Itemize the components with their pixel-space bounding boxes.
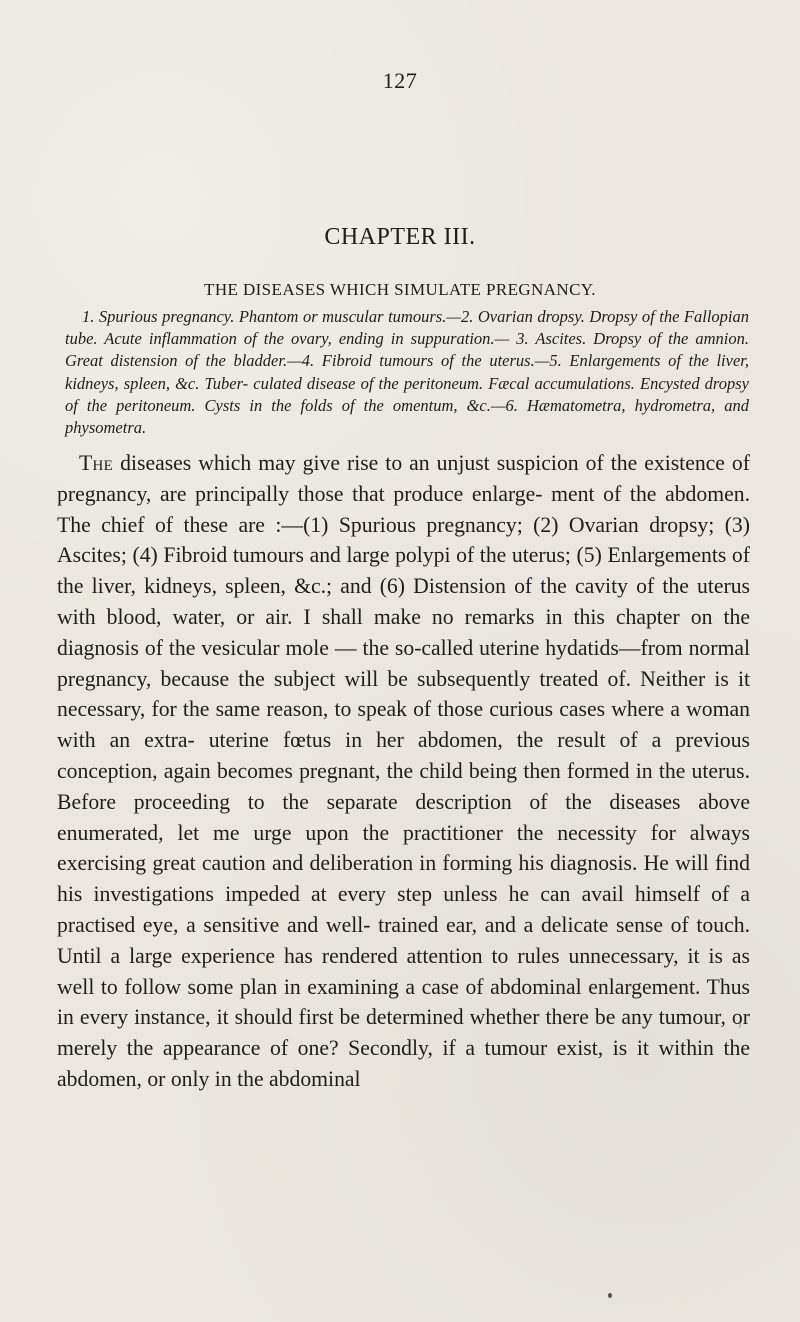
ink-dot xyxy=(608,1293,612,1298)
body-paragraph-text: diseases which may give rise to an unjust suspicion of the existence of pregnancy, are principally those that produce enlarge- ment of the abdomen. The chief of these are :—(1) Spurious pregnancy; (2) Ovarian dropsy; (3) Ascites; (4) Fibroid tumours and large polypi of the uterus; (5) Enlargements of the liver, kidneys, spleen, &c.; and (6) Distension of the cavity of the uterus with blood, water, or air. I shall make no remarks in this chapter on the diagnosis of the vesicular mole — the so-called uterine hydatids—from normal pregnancy, because the subject will be subsequently treated of. Neither is it necessary, for the same reason, to speak of those curious cases where a woman with an extra- uterine fœtus in her abdomen, the result of a previous conception, again becomes pregnant, the child being then formed in the uterus. Before proceeding to the separate description of the diseases above enumerated, let me urge upon the practitioner the necessity for always exercising great caution and deliberation in forming his diagnosis. He will find his investigations impeded at every step unless he can avail himself of a practised eye, a sensitive and well- trained ear, and a delicate sense of touch. Until a large experience has rendered attention to rules unnecessary, it is as well to follow some plan in examining a case of abdominal enlargement. Thus in every instance, it should first be determined whether there be any tumour, or merely the appearance of one? Secondly, if a tumour exist, is it within the abdomen, or only in the abdominal xyxy=(57,451,750,1091)
page-number: 127 xyxy=(382,68,418,93)
chapter-subtitle: THE DISEASES WHICH SIMULATE PREGNANCY. xyxy=(204,280,596,299)
body-paragraph xyxy=(57,448,750,1095)
body-lead-word: The xyxy=(79,451,114,475)
chapter-summary: 1. Spurious pregnancy. Phantom or muscular tumours.—2. Ovarian dropsy. Dropsy of the Fallopian tube. Acute inflammation of the ovary, ending in suppuration.— 3. Ascites. Dropsy of the amnion. Great distension of the bladder.—4. Fibroid tumours of the uterus.—5. Enlargements of the liver, kidneys, spleen, &c. Tuber- culated disease of the peritoneum. Fæcal accumulations. Encysted dropsy of the peritoneum. Cysts in the folds of the omentum, &c.—6. Hæmatometra, hydrometra, and physometra. xyxy=(65,307,749,438)
chapter-heading: CHAPTER III. xyxy=(324,224,476,250)
